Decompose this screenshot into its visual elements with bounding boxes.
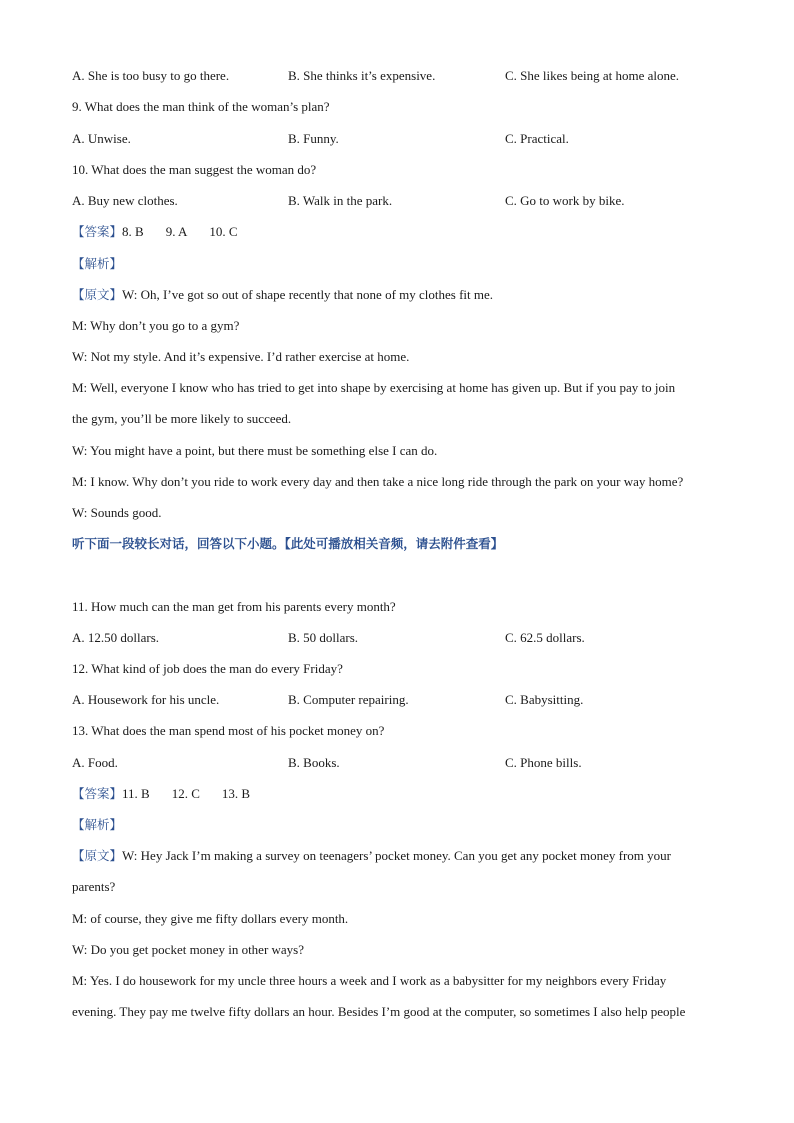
- transcript-line: M: Yes. I do housework for my uncle three hours a week and I work as a babysitter for my neighbors every Friday: [72, 973, 667, 988]
- transcript-line: the gym, you’ll be more likely to succeed.: [72, 411, 292, 426]
- answer-item: 9. A: [165, 224, 188, 239]
- q8-option-c: C. She likes being at home alone.: [505, 68, 680, 83]
- q9-question: 9. What does the man think of the woman’s plan?: [72, 99, 330, 114]
- answer-item: 13. B: [221, 786, 251, 801]
- transcript-text: W: Oh, I’ve got so out of shape recently that none of my clothes fit me.: [122, 287, 494, 302]
- answer-line-2: [72, 786, 250, 802]
- answer-tag: 【答案】: [72, 224, 123, 239]
- answer-line-1: [72, 224, 238, 240]
- q11-option-c: C. 62.5 dollars.: [505, 630, 585, 645]
- q12-option-c: C. Babysitting.: [505, 692, 584, 707]
- q13-option-c: C. Phone bills.: [505, 755, 582, 770]
- transcript-tag: 【原文】: [72, 287, 123, 302]
- transcript-line: M: Why don’t you go to a gym?: [72, 318, 240, 333]
- q11-option-b: B. 50 dollars.: [288, 630, 359, 645]
- transcript-line: W: Do you get pocket money in other ways?: [72, 942, 305, 957]
- transcript-line: parents?: [72, 879, 116, 894]
- transcript-line: [72, 848, 671, 864]
- answer-item: 10. C: [209, 224, 238, 239]
- transcript-line: M: Well, everyone I know who has tried to get into shape by exercising at home has given up. But if you pay to join: [72, 380, 676, 395]
- answer-item: 12. C: [171, 786, 200, 801]
- q10-question: 10. What does the man suggest the woman do?: [72, 162, 317, 177]
- analysis-tag-1: [72, 256, 122, 272]
- answer-tag: 【答案】: [72, 786, 123, 801]
- answer-item: 8. B: [122, 224, 144, 239]
- q13-option-b: B. Books.: [288, 755, 340, 770]
- transcript-line: W: Not my style. And it’s expensive. I’d rather exercise at home.: [72, 349, 410, 364]
- analysis-tag-2: [72, 817, 122, 833]
- q10-option-b: B. Walk in the park.: [288, 193, 393, 208]
- transcript-tag: 【原文】: [72, 848, 123, 863]
- section-instruction: 听下面一段较长对话，回答以下小题。【此处可播放相关音频，请去附件查看】: [72, 536, 504, 551]
- q13-option-a: A. Food.: [72, 755, 118, 770]
- q9-option-c: C. Practical.: [505, 131, 569, 146]
- answer-item: 11. B: [122, 786, 150, 801]
- q10-option-a: A. Buy new clothes.: [72, 193, 178, 208]
- q11-option-a: A. 12.50 dollars.: [72, 630, 160, 645]
- transcript-line: [72, 287, 493, 303]
- transcript-line: evening. They pay me twelve fifty dollars an hour. Besides I’m good at the computer, so sometimes I also help people: [72, 1004, 686, 1019]
- q11-question: 11. How much can the man get from his parents every month?: [72, 599, 396, 614]
- transcript-line: W: Sounds good.: [72, 505, 162, 520]
- q9-option-a: A. Unwise.: [72, 131, 131, 146]
- q12-option-a: A. Housework for his uncle.: [72, 692, 220, 707]
- q12-question: 12. What kind of job does the man do every Friday?: [72, 661, 343, 676]
- transcript-line: M: I know. Why don’t you ride to work every day and then take a nice long ride through the park on your way home?: [72, 474, 684, 489]
- q8-option-b: B. She thinks it’s expensive.: [288, 68, 436, 83]
- q8-option-a: A. She is too busy to go there.: [72, 68, 230, 83]
- q9-option-b: B. Funny.: [288, 131, 339, 146]
- analysis-label: 【解析】: [72, 256, 123, 271]
- q13-question: 13. What does the man spend most of his pocket money on?: [72, 723, 385, 738]
- q10-option-c: C. Go to work by bike.: [505, 193, 625, 208]
- q12-option-b: B. Computer repairing.: [288, 692, 409, 707]
- transcript-line: M: of course, they give me fifty dollars every month.: [72, 911, 349, 926]
- analysis-label: 【解析】: [72, 817, 123, 832]
- transcript-text: W: Hey Jack I’m making a survey on teenagers’ pocket money. Can you get any pocket money from your: [122, 848, 671, 863]
- transcript-line: W: You might have a point, but there must be something else I can do.: [72, 443, 438, 458]
